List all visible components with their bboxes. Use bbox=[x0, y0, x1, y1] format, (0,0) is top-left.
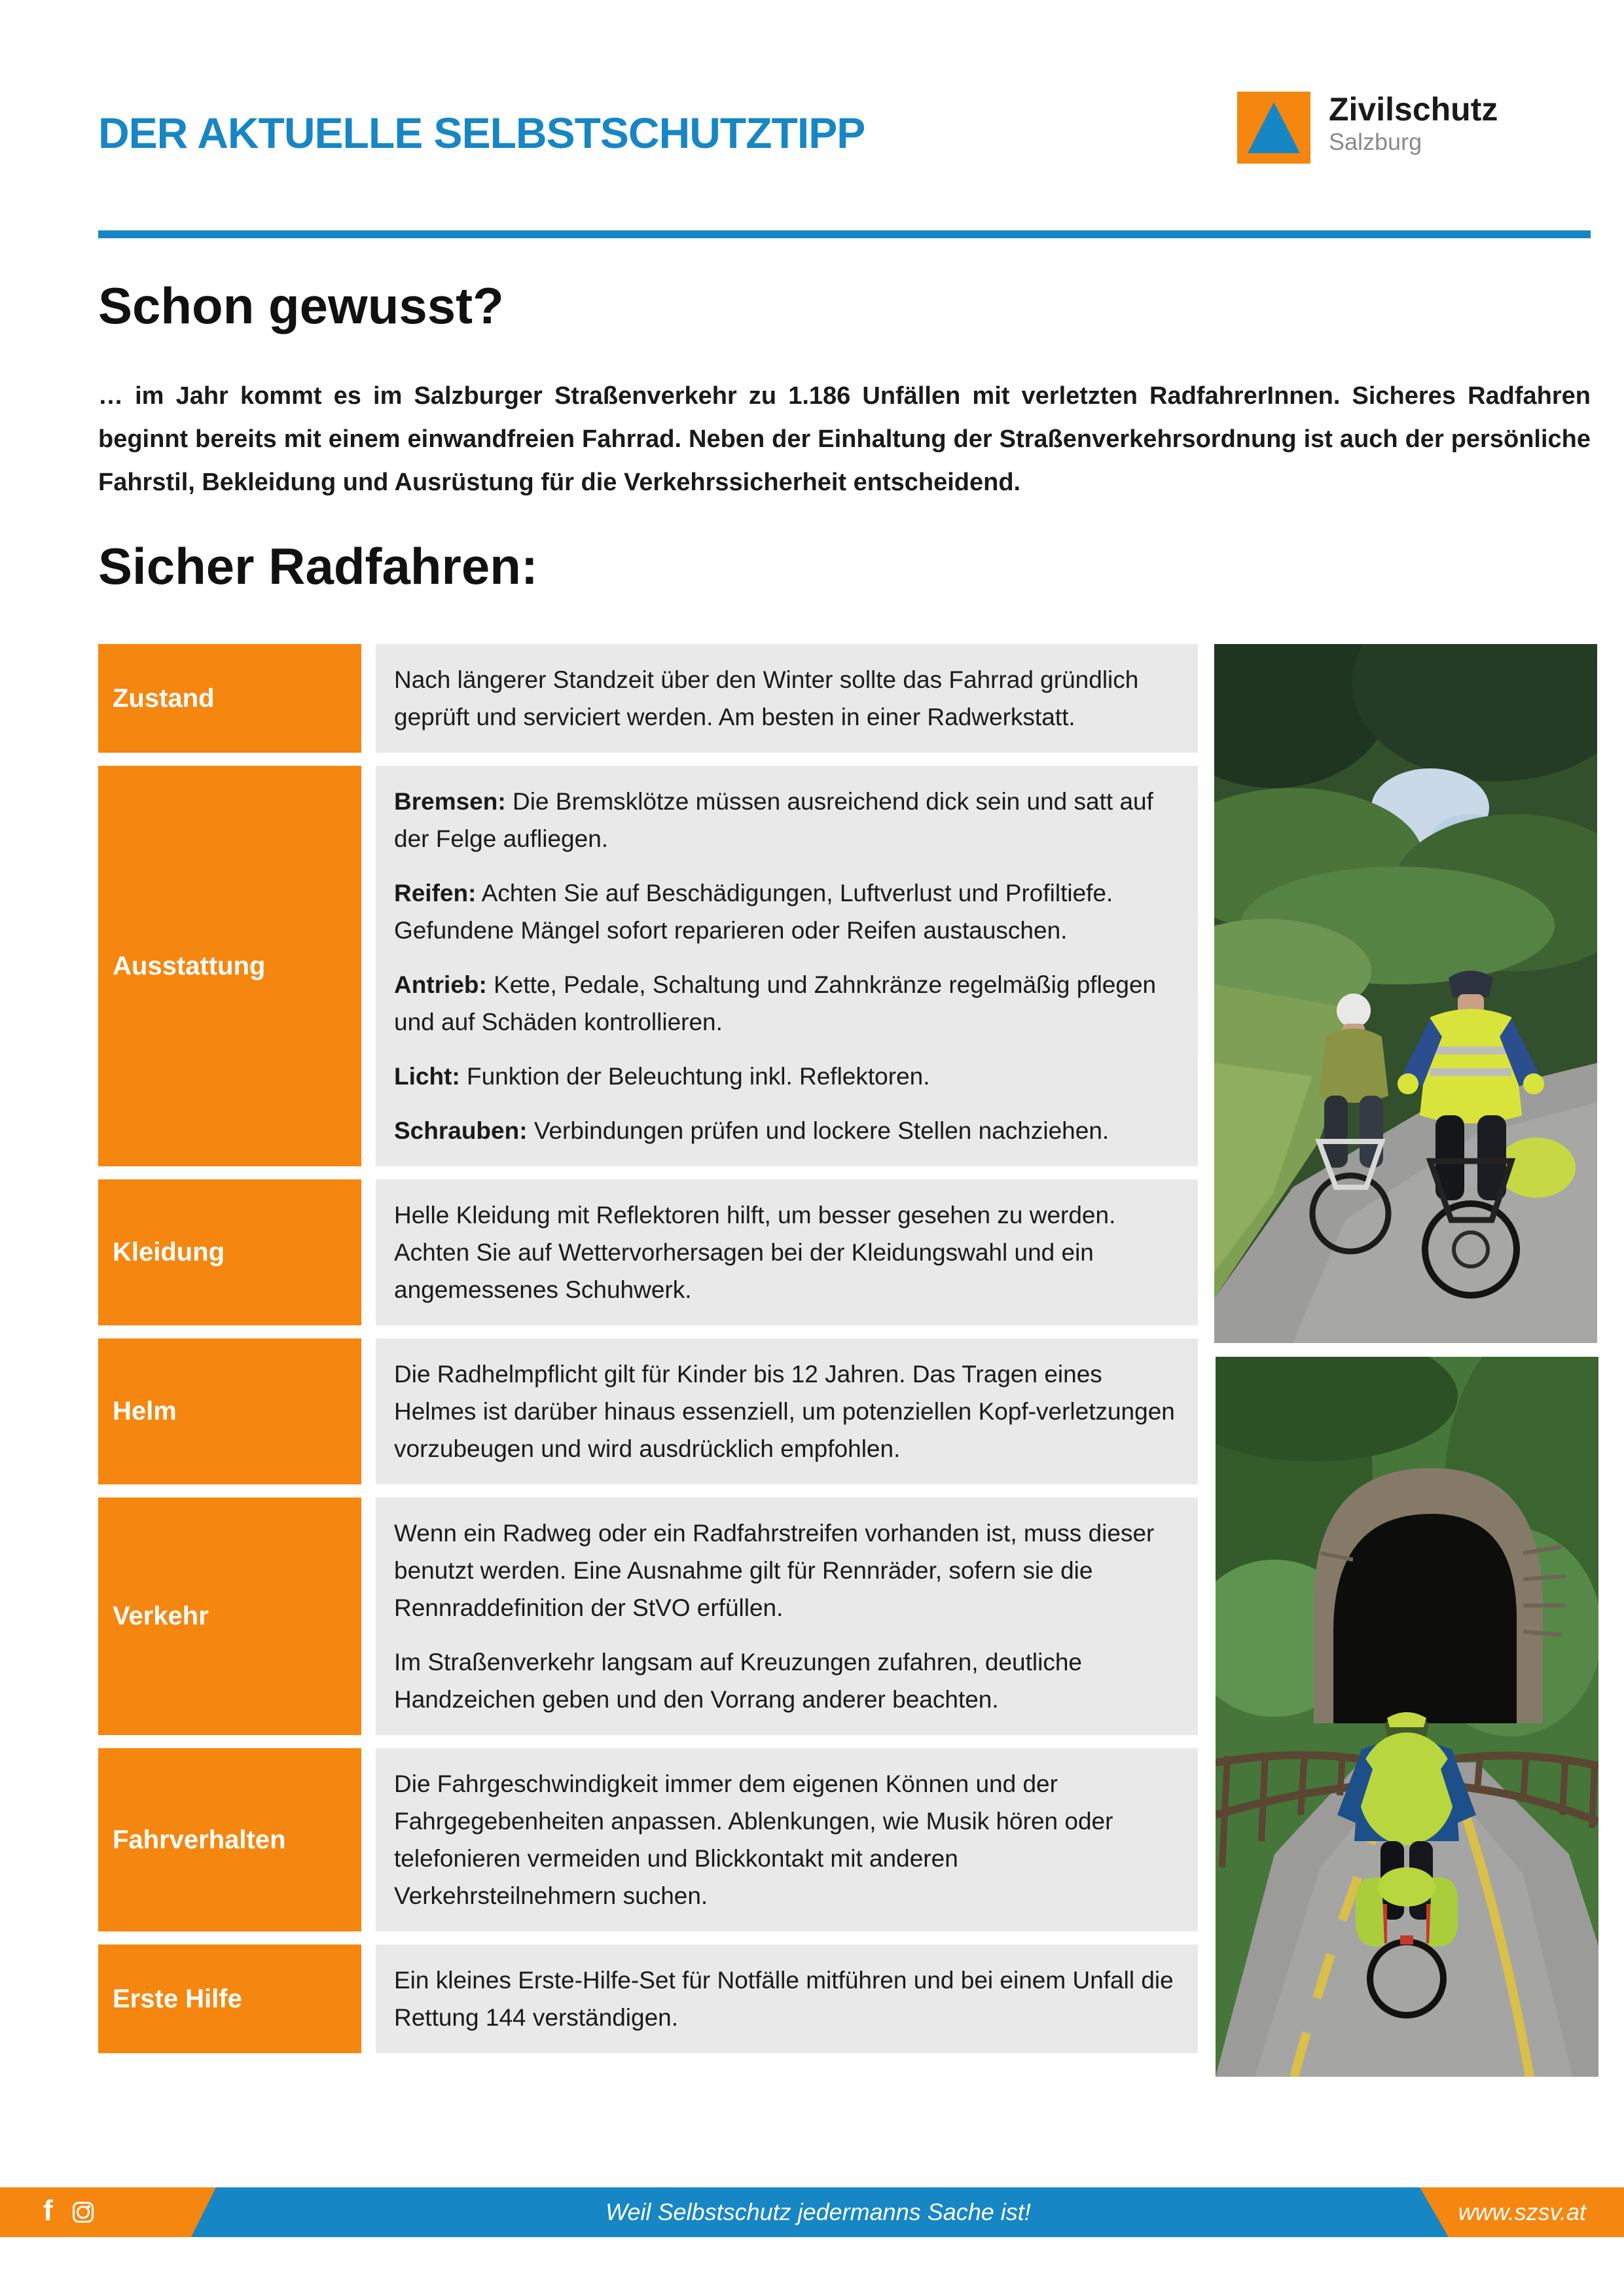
table-row bbox=[98, 766, 1198, 1166]
row-label: Kleidung bbox=[98, 1179, 361, 1325]
intro-paragraph: … im Jahr kommt es im Salzburger Straßenverkehr zu 1.186 Unfällen mit verletzten RadfahrerInnen. Sicheres Radfahren beginnt bereits mit einem einwandfreien Fahrrad. Neben der Einhaltung der Straßenverkehrsordnung ist auch der persönliche Fahrstil, Bekleidung und Ausrüstung für die Verkehrssicherheit entscheidend. bbox=[98, 382, 1591, 496]
cell-paragraph-lead: Antrieb: bbox=[394, 971, 487, 998]
row-text-cell bbox=[376, 644, 1198, 753]
instagram-icon[interactable] bbox=[73, 2202, 94, 2223]
zivilschutz-logo bbox=[1237, 92, 1498, 164]
table-row bbox=[98, 1748, 1198, 1931]
row-label: Verkehr bbox=[98, 1498, 361, 1735]
row-text-cell bbox=[376, 766, 1198, 1166]
cell-paragraph: Im Straßenverkehr langsam auf Kreuzungen zufahren, deutliche Handzeichen geben und den Vorrang anderer beachten. bbox=[394, 1649, 1082, 1713]
zivilschutz-logo-mark-icon bbox=[1237, 92, 1310, 164]
photo-cyclists-path bbox=[1214, 644, 1597, 1343]
table-row bbox=[98, 1498, 1198, 1735]
cell-paragraph-lead: Schrauben: bbox=[394, 1117, 528, 1144]
row-text-cell bbox=[376, 1945, 1198, 2053]
cell-paragraph: Reifen: Achten Sie auf Beschädigungen, Luftverlust und Profiltiefe. Gefundene Mängel sofort reparieren oder Reifen austauschen. bbox=[394, 880, 1113, 944]
row-label: Ausstattung bbox=[98, 766, 361, 1166]
header-divider bbox=[98, 230, 1591, 238]
cell-paragraph: Die Radhelmpflicht gilt für Kinder bis 12 Jahren. Das Tragen eines Helmes ist darüber hinaus essenziell, um potenziellen Kopf-verletzungen vorzubeugen und wird ausdrücklich empfohlen. bbox=[394, 1361, 1175, 1462]
footer-website[interactable]: www.szsv.at bbox=[1458, 2198, 1586, 2225]
table-row bbox=[98, 1179, 1198, 1325]
cell-paragraph-lead: Bremsen: bbox=[394, 788, 506, 815]
row-text-cell bbox=[376, 1748, 1198, 1931]
logo-region: Salzburg bbox=[1329, 128, 1422, 155]
facebook-icon[interactable]: f bbox=[43, 2195, 53, 2227]
table-row bbox=[98, 644, 1198, 753]
cell-paragraph: Wenn ein Radweg oder ein Radfahrstreifen vorhanden ist, muss dieser benutzt werden. Eine Ausnahme gilt für Rennräder, sofern sie die Rennraddefinition der StVO erfüllen. bbox=[394, 1520, 1155, 1621]
cell-paragraph: Die Fahrgeschwindigkeit immer dem eigenen Können und der Fahrgegebenheiten anpassen. Ablenkungen, wie Musik hören oder telefonieren vermeiden und Blickkontakt mit anderen Verkehrsteilnehmern suchen. bbox=[394, 1770, 1113, 1909]
cell-paragraph-lead: Licht: bbox=[394, 1063, 460, 1090]
cell-paragraph: Licht: Funktion der Beleuchtung inkl. Reflektoren. bbox=[394, 1063, 930, 1090]
section-heading: Sicher Radfahren: bbox=[98, 537, 538, 595]
cell-paragraph: Helle Kleidung mit Reflektoren hilft, um besser gesehen zu werden. Achten Sie auf Wettervorhersagen bei der Kleidungswahl und ein angemessenes Schuhwerk. bbox=[394, 1202, 1116, 1303]
cell-paragraph-lead: Reifen: bbox=[394, 880, 477, 906]
logo-name: Zivilschutz bbox=[1329, 91, 1498, 128]
safety-table bbox=[98, 644, 1198, 2066]
footer-slogan: Weil Selbstschutz jedermanns Sache ist! bbox=[605, 2198, 1031, 2225]
row-text-cell bbox=[376, 1498, 1198, 1735]
table-row bbox=[98, 1338, 1198, 1484]
footer-social-icons bbox=[43, 2187, 94, 2237]
photo-cyclist-tunnel bbox=[1216, 1357, 1598, 2077]
row-label: Fahrverhalten bbox=[98, 1748, 361, 1931]
intro-heading: Schon gewusst? bbox=[98, 277, 504, 334]
row-label: Zustand bbox=[98, 644, 361, 753]
row-text-cell bbox=[376, 1338, 1198, 1484]
page-title: DER AKTUELLE SELBSTSCHUTZTIPP bbox=[98, 109, 865, 157]
cell-paragraph: Nach längerer Standzeit über den Winter sollte das Fahrrad gründlich geprüft und serviciert werden. Am besten in einer Radwerkstatt. bbox=[394, 666, 1139, 730]
row-label: Helm bbox=[98, 1338, 361, 1484]
table-row bbox=[98, 1945, 1198, 2053]
cell-paragraph: Antrieb: Kette, Pedale, Schaltung und Zahnkränze regelmäßig pflegen und auf Schäden kontrollieren. bbox=[394, 971, 1157, 1035]
logo-text bbox=[1329, 92, 1498, 156]
row-label: Erste Hilfe bbox=[98, 1945, 361, 2053]
cell-paragraph: Ein kleines Erste-Hilfe-Set für Notfälle mitführen und bei einem Unfall die Rettung 144 verständigen. bbox=[394, 1967, 1174, 2031]
cell-paragraph: Schrauben: Verbindungen prüfen und lockere Stellen nachziehen. bbox=[394, 1117, 1110, 1144]
footer-bar bbox=[0, 2187, 1624, 2237]
row-text-cell bbox=[376, 1179, 1198, 1325]
cell-paragraph: Bremsen: Die Bremsklötze müssen ausreichend dick sein und satt auf der Felge aufliegen. bbox=[394, 788, 1153, 852]
